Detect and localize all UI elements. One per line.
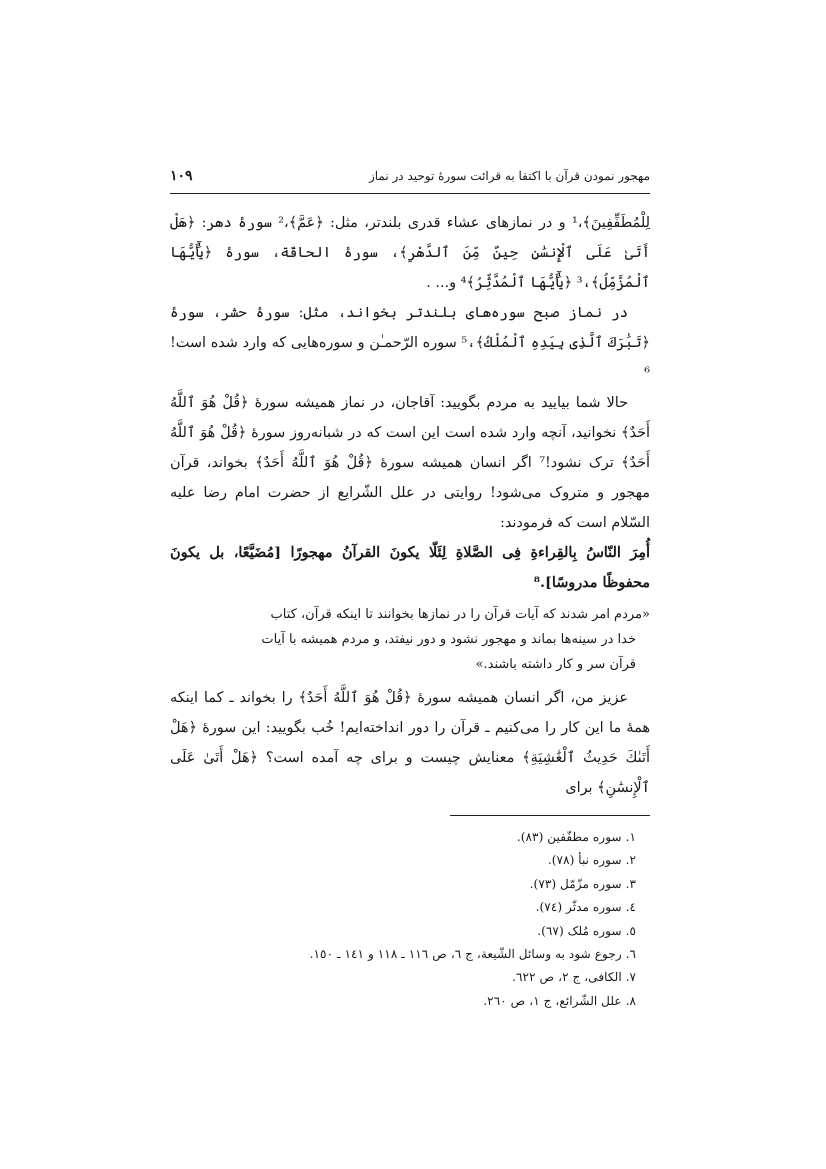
paragraph-3: حالا شما بیایید به مردم بگویید: آقاجان، در نماز همیشه سورۀ ﴿قُلْ هُوَ ٱللَّهُ أَحَدٌ﴾ نخوانید، آنچه وارد شده است این است که در شبانه‌روز سورۀ ﴿قُلْ هُوَ ٱللَّهُ أَحَدٌ﴾ ترک نشود!⁷ اگر انسان همیشه سورۀ ﴿قُلْ هُوَ ٱللَّهُ أَحَدٌ﴾ بخواند، قرآن مهجور و متروک می‌شود! روایتی در علل الشّرایع از حضرت امام رضا علیه السّلام است که فرمودند: xyxy=(170,395,650,531)
paragraph-2: در نماز صبح سوره‌های بلندتر بخواند، مثل: سورۀ حشر، سورۀ ﴿تَبَٰرَكَ ٱلَّذِى بِيَدِهِ ٱلْمُلْكُ﴾،⁵ سوره الرّحمـٰن و سوره‌هایی که وارد شده است!⁶ xyxy=(170,305,650,381)
footnote-item: ٤. سوره مدثّر (۷٤). xyxy=(535,900,636,915)
arabic-hadith-quote: أُمِرَ النّاسُ بِالقِراءةِ فِى الصَّلاةِ لِئَلّا يكونَ القرآنُ مهجورًا [مُضَيَّعًا، بل يكونَ محفوظًا مدروسًا].⁸ xyxy=(170,544,650,591)
footnote-item: ۸. علل الشّرائع، ج ۱، ص ۲٦۰. xyxy=(483,993,636,1008)
footnote-divider xyxy=(450,815,650,816)
main-text xyxy=(170,208,650,803)
footnote-item: ۳. سوره مزّمّل (۷۳). xyxy=(529,876,636,891)
hadith-translation xyxy=(170,602,650,677)
paragraph-1: لِلْمُطَفِّفِينَ﴾،¹ و در نمازهای عشاء قدری بلندتر، مثل: ﴿عَمَّ﴾،² سورۀ دهر: ﴿هَلْ أَتَىٰ عَلَى ٱلْإِنسَٰنِ حِينٌ مِّنَ ٱلدَّهْرِ﴾، سورۀ الحاقّة، سورۀ ﴿يَٰٓأَيُّهَا ٱلْمُزَّمِّلُ﴾،³ ﴿يَٰٓأَيُّهَا ٱلْمُدَّثِّرُ﴾⁴ و... . xyxy=(170,215,650,291)
footnote-item: ٦. رجوع شود به وسائل الشّیعة، ج ٦، ص ۱۱٦ ـ ۱۱۸ و ۱٤۱ ـ ۱٥۰. xyxy=(309,947,636,962)
translation-line-2: خدا در سینه‌ها بماند و مهجور نشود و دور نیفتد، و مردم همیشه با آیات xyxy=(261,632,636,647)
book-page xyxy=(170,168,650,1013)
translation-line-1: «مردم امر شدند که آیات قرآن را در نمازها بخوانند تا اینکه قرآن، کتاب xyxy=(270,607,650,622)
footnotes xyxy=(170,826,650,1013)
footnote-item: ۱. سوره مطفّفین (۸۳). xyxy=(516,830,636,844)
running-title: مهجور نمودن قرآن با اکتفا به قرائت سورۀ توحید در نماز xyxy=(368,169,650,183)
footnote-item: ٥. سوره مُلک (٦۷). xyxy=(537,923,636,938)
footnote-item: ۷. الکافی، ج ۲، ص ٦۲۲. xyxy=(512,970,636,985)
footnote-item: ۲. سوره نبأ (۷۸). xyxy=(547,853,636,868)
translation-line-3: قرآن سر و کار داشته باشند.» xyxy=(475,657,636,672)
page-number: ۱۰۹ xyxy=(170,168,193,184)
running-header xyxy=(170,168,650,194)
paragraph-4: عزیز من، اگر انسان همیشه سورۀ ﴿قُلْ هُوَ ٱللَّهُ أَحَدٌ﴾ را بخواند ـ کما اینکه همۀ ما این کار را می‌کنیم ـ قرآن را دور انداخته‌ایم! خُب بگویید: این سورۀ ﴿هَلْ أَتَىٰكَ حَدِيثُ ٱلْغَٰشِيَةِ﴾ معنایش چیست و برای چه آمده است؟ ﴿هَلْ أَتَىٰ عَلَى ٱلْإِنسَٰنِ﴾ برای xyxy=(170,690,650,796)
